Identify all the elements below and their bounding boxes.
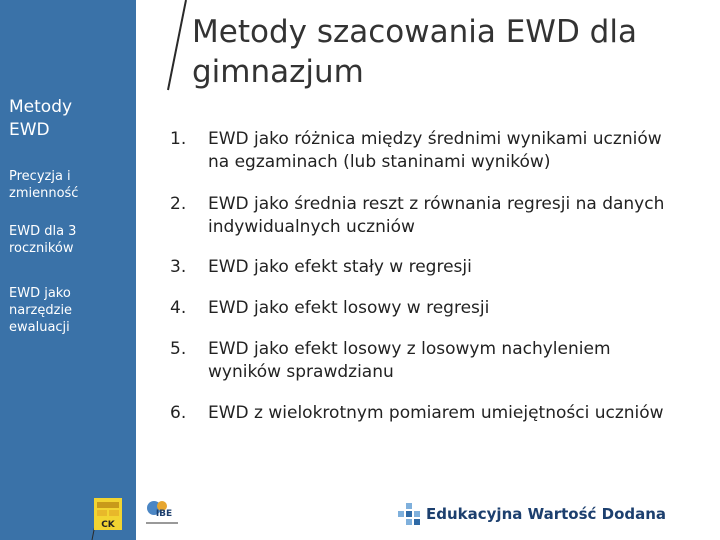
sidebar-item-metody-ewd[interactable]: [9, 96, 95, 142]
sidebar-item-label: EWD jako narzędzie ewaluacji: [9, 286, 73, 335]
list-item-number: 5.: [170, 339, 187, 359]
list-item-text: EWD z wielokrotnym pomiarem umiejętności uczniów: [208, 403, 664, 423]
sidebar-item-label: Precyzja i zmienność: [9, 169, 79, 201]
sidebar-item-ewd-3-rocznikow[interactable]: [9, 223, 93, 257]
list-item-text: EWD jako efekt stały w regresji: [208, 257, 472, 277]
list-item-number: 1.: [170, 129, 187, 149]
list-item-text: EWD jako średnia reszt z równania regresji na danych indywidualnych uczniów: [208, 194, 665, 237]
ewd-brand-logo: [398, 502, 667, 528]
ck-logo: [94, 498, 122, 530]
sidebar-item-label: EWD dla 3 roczników: [9, 224, 77, 256]
sidebar-item-label: Metody EWD: [9, 97, 73, 140]
list-item-text: EWD jako efekt losowy w regresji: [208, 298, 490, 318]
ibe-logo: [140, 498, 184, 530]
list-item-number: 3.: [170, 257, 187, 277]
list-item-number: 6.: [170, 403, 187, 423]
list-item-text: EWD jako efekt losowy z losowym nachyleniem wyników sprawdzianu: [208, 339, 611, 382]
list-item-text: EWD jako różnica między średnimi wynikami uczniów na egzaminach (lub staninami wyników): [208, 129, 662, 172]
brand-text: Edukacyjna Wartość Dodana: [426, 505, 667, 523]
sidebar-item-precyzja[interactable]: [9, 168, 101, 202]
sidebar: [0, 0, 136, 540]
ck-logo-text: CK: [101, 520, 115, 530]
slide-title: Metody szacowania EWD dla gimnazjum: [192, 14, 637, 90]
list-item-number: 2.: [170, 194, 187, 214]
ibe-logo-text: IBE: [155, 509, 173, 519]
list-item-number: 4.: [170, 298, 187, 318]
sidebar-item-ewaluacja[interactable]: [9, 285, 93, 336]
grid-logo-icon: [398, 503, 422, 527]
sidebar-divider: [136, 0, 138, 540]
